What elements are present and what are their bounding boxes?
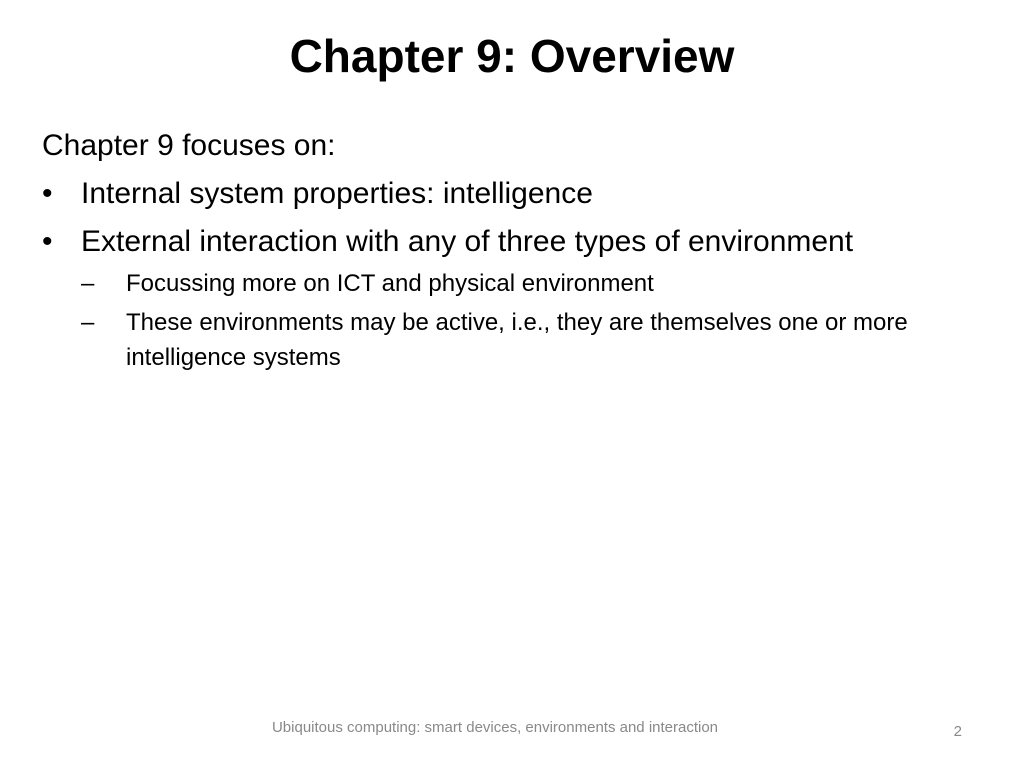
bullet-item [42, 224, 992, 375]
bullet-item [42, 176, 992, 212]
subbullet-text: These environments may be active, i.e., they are themselves one or more intelligence systems [126, 309, 908, 371]
lead-text: Chapter 9 focuses on: [42, 129, 336, 162]
bullet-list [42, 176, 992, 375]
bullet-marker: • [42, 225, 53, 258]
footer-text: Ubiquitous computing: smart devices, environments and interaction [271, 719, 719, 736]
bullet-text: Internal system properties: intelligence [81, 177, 593, 210]
bullet-marker: • [42, 177, 53, 210]
slide-title: Chapter 9: Overview [289, 30, 735, 82]
slide-body [42, 128, 992, 387]
subbullet-item [81, 305, 992, 375]
subbullet-list [81, 266, 992, 375]
subbullet-marker: – [81, 270, 95, 297]
subbullet-text: Focussing more on ICT and physical environment [126, 270, 654, 297]
subbullet-marker: – [81, 309, 95, 336]
page-number: 2 [953, 723, 962, 740]
subbullet-item [81, 266, 992, 301]
bullet-text: External interaction with any of three types of environment [81, 225, 854, 258]
